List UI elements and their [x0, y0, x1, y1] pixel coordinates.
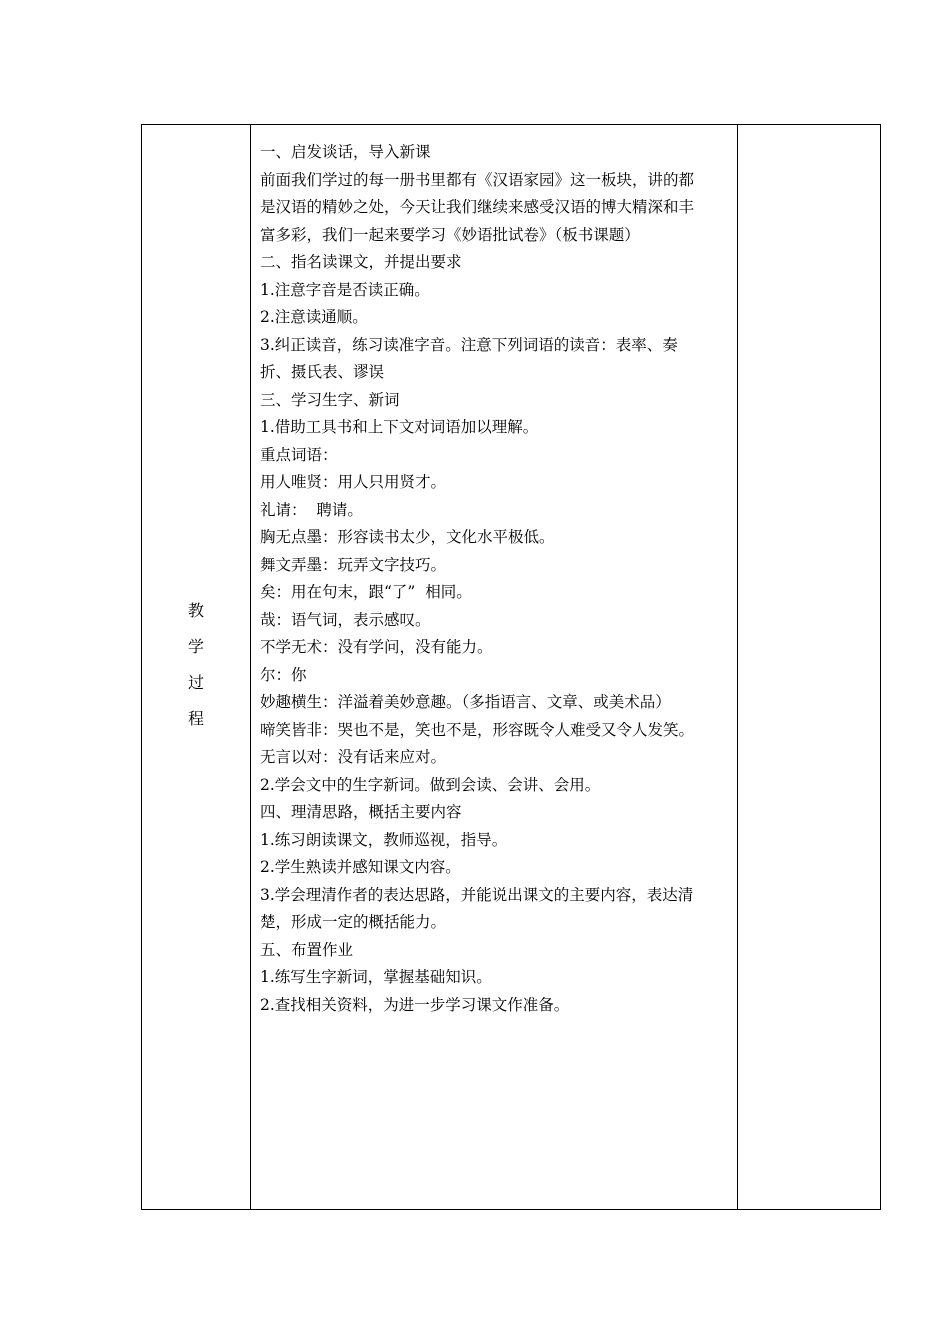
text-line: 折、摄氏表、谬误: [260, 363, 385, 381]
text-line: 1.注意字音是否读正确。: [260, 280, 430, 299]
text-line: 2.学生熟读并感知课文内容。: [260, 858, 461, 876]
text-line: 二、指名读课文，并提出要求: [260, 253, 462, 271]
text-line: 尔：你: [260, 665, 307, 684]
text-line: 1.借助工具书和上下文对词语加以理解。: [260, 418, 539, 436]
column-divider: [250, 125, 251, 1209]
row-label-char: 过: [187, 673, 204, 692]
text-line: 啼笑皆非：哭也不是，笑也不是，形容既令人难受又令人发笑。: [260, 720, 695, 739]
lesson-table: [141, 124, 881, 1210]
text-line: 礼请： 聘请。: [260, 500, 363, 519]
text-line: 2.查找相关资料，为进一步学习课文作准备。: [260, 995, 570, 1014]
row-label: [142, 593, 250, 737]
text-line: 2.学会文中的生字新词。做到会读、会讲、会用。: [260, 775, 601, 794]
text-line: 妙趣横生：洋溢着美妙意趣。（多指语言、文章、或美术品）: [260, 693, 671, 711]
text-line: 1.练写生字新词，掌握基础知识。: [260, 968, 492, 986]
text-line: 3.纠正读音，练习读准字音。注意下列词语的读音：表率、奏: [260, 335, 678, 354]
row-label-char: 程: [187, 709, 204, 728]
text-line: 2.注意读通顺。: [260, 308, 368, 326]
text-line: 五、布置作业: [260, 940, 354, 959]
text-line: 楚，形成一定的概括能力。: [260, 913, 447, 931]
text-line: 矣：用在句末，跟“了” 相同。: [260, 583, 472, 601]
text-line: 1.练习朗读课文，教师巡视，指导。: [260, 830, 508, 849]
text-line: 四、理清思路，概括主要内容: [260, 803, 462, 821]
text-line: 前面我们学过的每一册书里都有《汉语家园》这一板块，讲的都: [260, 170, 695, 189]
text-line: 富多彩，我们一起来要学习《妙语批试卷》（板书课题）: [260, 225, 640, 244]
text-line: 胸无点墨：形容读书太少，文化水平极低。: [260, 528, 555, 546]
row-label-cell: [142, 125, 250, 1209]
text-line: 是汉语的精妙之处，今天让我们继续来感受汉语的博大精深和丰: [260, 198, 695, 216]
teaching-process-content: [260, 139, 736, 1019]
row-label-char: 教: [187, 601, 204, 620]
row-label-char: 学: [187, 637, 204, 656]
text-line: 用人唯贤：用人只用贤才。: [260, 473, 447, 491]
text-line: 哉：语气词，表示感叹。: [260, 610, 431, 629]
text-line: 3.学会理清作者的表达思路，并能说出课文的主要内容，表达清: [260, 885, 694, 904]
text-line: 一、启发谈话，导入新课: [260, 143, 431, 161]
text-line: 无言以对：没有话来应对。: [260, 748, 447, 766]
text-line: 舞文弄墨：玩弄文字技巧。: [260, 555, 447, 574]
text-line: 不学无术：没有学问，没有能力。: [260, 638, 493, 656]
text-line: 三、学习生字、新词: [260, 390, 400, 409]
text-line: 重点词语：: [260, 445, 338, 464]
column-divider: [737, 125, 738, 1209]
